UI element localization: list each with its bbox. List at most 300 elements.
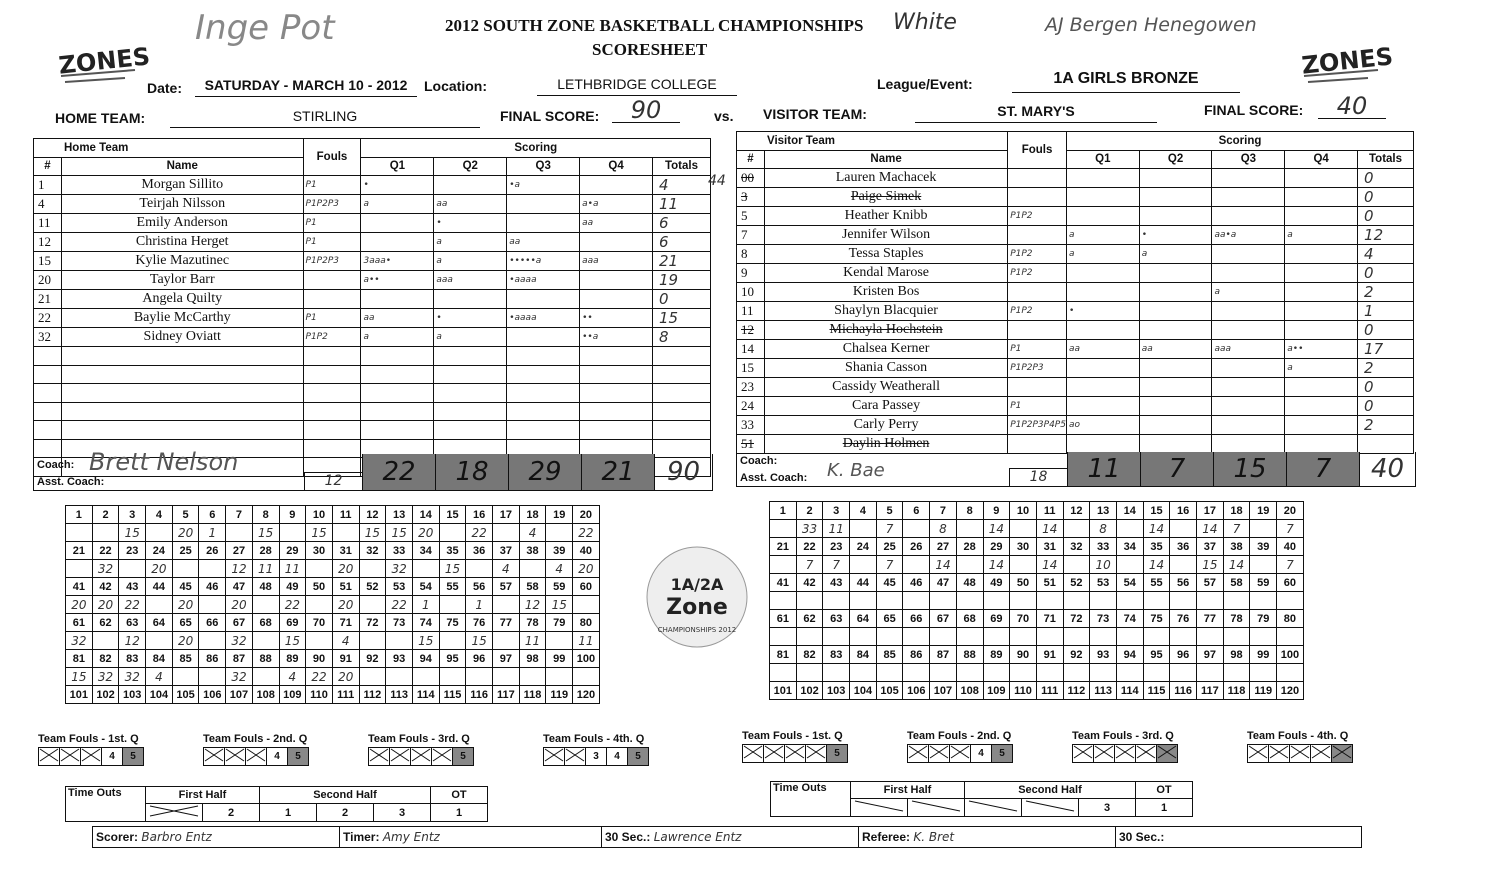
player-fouls[interactable]: P1P2P3 — [303, 252, 361, 271]
player-total[interactable]: 19 — [652, 271, 710, 290]
visitor-running-scorer-cell[interactable] — [1223, 628, 1250, 646]
visitor-running-scorer-cell[interactable] — [1250, 592, 1277, 610]
player-total[interactable]: 12 — [1358, 226, 1414, 245]
player-q4[interactable] — [1285, 416, 1358, 435]
player-name[interactable]: Carly Perry — [764, 416, 1007, 435]
player-total[interactable]: 0 — [652, 290, 710, 309]
player-name[interactable] — [61, 421, 303, 440]
visitor-timeout-1h-1[interactable] — [851, 799, 908, 817]
player-q1[interactable]: 3aaa• — [361, 252, 434, 271]
player-q3[interactable] — [1212, 207, 1285, 226]
player-q3[interactable] — [507, 328, 580, 347]
home-running-scorer-cell[interactable]: 32 — [226, 632, 253, 650]
visitor-running-scorer-cell[interactable] — [983, 592, 1010, 610]
visitor-running-scorer-cell[interactable] — [956, 556, 983, 574]
home-running-scorer-cell[interactable] — [359, 560, 386, 578]
player-name[interactable]: Heather Knibb — [764, 207, 1007, 226]
home-running-scorer-cell[interactable]: 32 — [386, 560, 413, 578]
home-running-scorer-cell[interactable] — [199, 668, 226, 686]
player-q2[interactable]: • — [1139, 226, 1212, 245]
player-name[interactable]: Tessa Staples — [764, 245, 1007, 264]
home-running-scorer-cell[interactable] — [146, 632, 173, 650]
player-name[interactable] — [61, 402, 303, 421]
player-total[interactable] — [652, 347, 710, 366]
visitor-running-scorer-cell[interactable] — [1277, 664, 1304, 682]
home-team-foul-box[interactable] — [565, 748, 586, 766]
visitor-team-foul-box[interactable] — [764, 745, 785, 763]
player-total[interactable]: 1 — [1358, 302, 1414, 321]
player-q1[interactable] — [361, 214, 434, 233]
player-fouls[interactable] — [1008, 283, 1067, 302]
player-q1[interactable]: a — [1066, 226, 1139, 245]
player-name[interactable] — [61, 384, 303, 403]
player-q2[interactable]: aa — [1139, 340, 1212, 359]
player-total[interactable]: 0 — [1358, 378, 1414, 397]
player-q2[interactable] — [1139, 188, 1212, 207]
player-number[interactable]: 15 — [34, 252, 62, 271]
player-total[interactable] — [652, 421, 710, 440]
visitor-team-foul-box[interactable] — [1248, 745, 1269, 763]
player-q1[interactable]: a — [361, 328, 434, 347]
visitor-team-foul-box[interactable] — [1094, 745, 1115, 763]
visitor-running-scorer-cell[interactable] — [1010, 556, 1037, 574]
player-fouls[interactable]: P1P2P3P4P5 — [1008, 416, 1067, 435]
player-total[interactable]: 17 — [1358, 340, 1414, 359]
home-running-scorer-cell[interactable] — [172, 560, 199, 578]
visitor-running-scorer-cell[interactable] — [903, 628, 930, 646]
visitor-running-scorer-cell[interactable] — [1277, 628, 1304, 646]
home-running-scorer-cell[interactable]: 32 — [66, 632, 93, 650]
home-running-scorer-cell[interactable] — [439, 632, 466, 650]
visitor-running-scorer-cell[interactable] — [930, 592, 957, 610]
home-running-scorer-cell[interactable] — [573, 668, 600, 686]
visitor-running-scorer-cell[interactable]: 8 — [1090, 520, 1117, 538]
visitor-running-scorer-cell[interactable]: 14 — [1197, 520, 1224, 538]
home-running-scorer-cell[interactable] — [252, 632, 279, 650]
player-q3[interactable] — [1212, 169, 1285, 188]
home-running-scorer-cell[interactable] — [546, 632, 573, 650]
home-team-foul-box[interactable]: 5 — [123, 748, 144, 766]
player-q2[interactable]: a — [434, 233, 507, 252]
player-q4[interactable] — [1285, 188, 1358, 207]
player-q2[interactable]: a — [1139, 245, 1212, 264]
home-running-scorer-cell[interactable] — [466, 560, 493, 578]
player-fouls[interactable] — [1008, 188, 1067, 207]
visitor-running-scorer-cell[interactable] — [930, 628, 957, 646]
player-fouls[interactable]: P1P2P3 — [303, 195, 361, 214]
visitor-running-scorer-cell[interactable]: 14 — [1143, 556, 1170, 574]
player-name[interactable]: Shaylyn Blacquier — [764, 302, 1007, 321]
player-fouls[interactable] — [303, 271, 361, 290]
visitor-running-scorer-cell[interactable] — [1116, 592, 1143, 610]
player-name[interactable]: Kendal Marose — [764, 264, 1007, 283]
visitor-running-scorer-cell[interactable] — [1116, 556, 1143, 574]
home-running-scorer-cell[interactable] — [332, 524, 359, 542]
visitor-running-scorer-cell[interactable] — [1197, 592, 1224, 610]
visitor-running-scorer-cell[interactable] — [1170, 592, 1197, 610]
player-name[interactable]: Cara Passey — [764, 397, 1007, 416]
home-running-scorer-cell[interactable] — [493, 596, 520, 614]
player-q2[interactable] — [1139, 359, 1212, 378]
home-running-scorer-cell[interactable] — [306, 632, 333, 650]
home-running-scorer-cell[interactable] — [92, 632, 119, 650]
home-running-scorer-cell[interactable] — [199, 632, 226, 650]
home-running-scorer-cell[interactable]: 11 — [519, 632, 546, 650]
visitor-team-foul-box[interactable] — [908, 745, 929, 763]
player-total[interactable] — [652, 402, 710, 421]
visitor-running-scorer-cell[interactable]: 14 — [1036, 520, 1063, 538]
visitor-running-scorer-cell[interactable] — [1090, 664, 1117, 682]
home-running-scorer-cell[interactable]: 20 — [332, 668, 359, 686]
player-name[interactable]: Chalsea Kerner — [764, 340, 1007, 359]
player-q4[interactable]: aaa — [580, 252, 653, 271]
visitor-running-scorer-cell[interactable] — [850, 556, 877, 574]
home-running-scorer-cell[interactable]: 15 — [279, 632, 306, 650]
home-running-scorer-cell[interactable] — [493, 668, 520, 686]
home-running-scorer-cell[interactable] — [92, 524, 119, 542]
visitor-running-scorer-cell[interactable] — [850, 664, 877, 682]
player-total[interactable] — [1358, 435, 1414, 454]
home-team-foul-box[interactable] — [369, 748, 390, 766]
visitor-timeout-2h-2[interactable] — [1022, 799, 1079, 817]
visitor-running-scorer-cell[interactable]: 33 — [796, 520, 823, 538]
player-name[interactable]: Teirjah Nilsson — [61, 195, 303, 214]
player-total[interactable] — [652, 384, 710, 403]
player-q2[interactable] — [1139, 283, 1212, 302]
home-running-scorer-cell[interactable]: 4 — [519, 524, 546, 542]
home-running-scorer-cell[interactable]: 20 — [412, 524, 439, 542]
home-timeout-ot-1[interactable]: 1 — [431, 804, 488, 822]
home-running-scorer-cell[interactable] — [439, 596, 466, 614]
player-q2[interactable] — [434, 421, 507, 440]
player-name[interactable]: Morgan Sillito — [61, 176, 303, 195]
visitor-team-foul-box[interactable] — [1136, 745, 1157, 763]
player-number[interactable]: 00 — [737, 169, 765, 188]
player-q3[interactable] — [507, 421, 580, 440]
player-q1[interactable] — [361, 290, 434, 309]
player-name[interactable]: Paige Simek — [764, 188, 1007, 207]
player-q3[interactable]: •aaaa — [507, 309, 580, 328]
player-q4[interactable] — [1285, 378, 1358, 397]
player-q1[interactable] — [361, 233, 434, 252]
visitor-running-scorer-cell[interactable] — [1277, 592, 1304, 610]
home-running-scorer-cell[interactable] — [493, 524, 520, 542]
visitor-running-scorer-cell[interactable] — [1250, 556, 1277, 574]
player-total[interactable]: 4 — [652, 176, 710, 195]
visitor-running-scorer-cell[interactable] — [850, 628, 877, 646]
player-name[interactable]: Jennifer Wilson — [764, 226, 1007, 245]
visitor-team-foul-box[interactable] — [1269, 745, 1290, 763]
player-total[interactable]: 0 — [1358, 207, 1414, 226]
player-total[interactable]: 4 — [1358, 245, 1414, 264]
visitor-running-scorer-cell[interactable] — [796, 592, 823, 610]
player-q3[interactable] — [507, 402, 580, 421]
visitor-timeout-2h-1[interactable] — [965, 799, 1022, 817]
player-q1[interactable]: ao — [1066, 416, 1139, 435]
player-name[interactable]: Sidney Oviatt — [61, 328, 303, 347]
home-running-scorer-cell[interactable] — [226, 524, 253, 542]
visitor-running-scorer-cell[interactable] — [903, 556, 930, 574]
home-running-scorer-cell[interactable]: 22 — [386, 596, 413, 614]
player-q4[interactable] — [580, 384, 653, 403]
visitor-running-scorer-cell[interactable] — [1116, 664, 1143, 682]
player-q2[interactable] — [1139, 207, 1212, 226]
home-running-scorer-cell[interactable] — [546, 668, 573, 686]
visitor-running-scorer-cell[interactable] — [770, 664, 797, 682]
player-fouls[interactable]: P1P2 — [1008, 245, 1067, 264]
visitor-team-foul-box[interactable] — [1157, 745, 1178, 763]
player-q3[interactable] — [1212, 359, 1285, 378]
player-q1[interactable] — [1066, 378, 1139, 397]
player-fouls[interactable] — [303, 347, 361, 366]
visitor-running-scorer-cell[interactable] — [1063, 628, 1090, 646]
player-total[interactable]: 11 — [652, 195, 710, 214]
player-q4[interactable] — [580, 233, 653, 252]
player-q3[interactable]: •aaaa — [507, 271, 580, 290]
player-q1[interactable]: a — [1066, 245, 1139, 264]
player-number[interactable]: 51 — [737, 435, 765, 454]
home-team-foul-box[interactable] — [60, 748, 81, 766]
home-team-foul-box[interactable]: 3 — [586, 748, 607, 766]
home-team-foul-box[interactable] — [204, 748, 225, 766]
player-q4[interactable] — [1285, 302, 1358, 321]
home-running-scorer-cell[interactable]: 20 — [573, 560, 600, 578]
visitor-running-scorer-cell[interactable] — [1170, 628, 1197, 646]
player-fouls[interactable] — [303, 365, 361, 384]
player-q1[interactable] — [361, 365, 434, 384]
player-number[interactable] — [34, 365, 62, 384]
player-number[interactable]: 7 — [737, 226, 765, 245]
player-q1[interactable]: a•• — [361, 271, 434, 290]
player-q4[interactable]: •• — [580, 309, 653, 328]
player-q3[interactable] — [1212, 188, 1285, 207]
home-team-foul-box[interactable]: 4 — [102, 748, 123, 766]
player-q3[interactable] — [1212, 264, 1285, 283]
player-fouls[interactable] — [303, 421, 361, 440]
visitor-running-scorer-cell[interactable] — [1036, 592, 1063, 610]
player-q3[interactable] — [1212, 435, 1285, 454]
player-number[interactable]: 12 — [34, 233, 62, 252]
visitor-running-scorer-cell[interactable] — [823, 628, 850, 646]
visitor-running-scorer-cell[interactable] — [796, 628, 823, 646]
home-team-foul-box[interactable] — [225, 748, 246, 766]
player-q1[interactable] — [1066, 207, 1139, 226]
visitor-team-foul-box[interactable] — [785, 745, 806, 763]
player-q4[interactable] — [580, 271, 653, 290]
home-running-scorer-cell[interactable]: 15 — [546, 596, 573, 614]
player-fouls[interactable]: P1P2P3 — [1008, 359, 1067, 378]
player-number[interactable]: 23 — [737, 378, 765, 397]
player-number[interactable]: 22 — [34, 309, 62, 328]
home-running-scorer-cell[interactable] — [279, 524, 306, 542]
home-team-foul-box[interactable]: 4 — [267, 748, 288, 766]
player-number[interactable]: 8 — [737, 245, 765, 264]
player-name[interactable]: Kylie Mazutinec — [61, 252, 303, 271]
visitor-running-scorer-cell[interactable] — [1143, 592, 1170, 610]
player-name[interactable] — [61, 365, 303, 384]
player-number[interactable]: 12 — [737, 321, 765, 340]
player-number[interactable]: 4 — [34, 195, 62, 214]
home-team-foul-box[interactable]: 4 — [607, 748, 628, 766]
player-name[interactable]: Michayla Hochstein — [764, 321, 1007, 340]
home-running-scorer-cell[interactable] — [306, 560, 333, 578]
player-name[interactable]: Christina Herget — [61, 233, 303, 252]
visitor-running-scorer-cell[interactable] — [1197, 664, 1224, 682]
home-running-scorer-cell[interactable]: 4 — [493, 560, 520, 578]
player-q4[interactable] — [580, 290, 653, 309]
player-number[interactable]: 11 — [34, 214, 62, 233]
home-running-scorer-cell[interactable] — [146, 524, 173, 542]
home-running-scorer-cell[interactable] — [119, 560, 146, 578]
player-q1[interactable] — [361, 402, 434, 421]
player-q2[interactable] — [1139, 397, 1212, 416]
player-fouls[interactable]: P1P2 — [303, 328, 361, 347]
player-q2[interactable]: • — [434, 214, 507, 233]
player-q1[interactable] — [1066, 397, 1139, 416]
player-total[interactable]: 0 — [1358, 264, 1414, 283]
player-q3[interactable] — [507, 195, 580, 214]
home-running-scorer-cell[interactable]: 15 — [439, 560, 466, 578]
player-q2[interactable] — [1139, 378, 1212, 397]
player-number[interactable]: 14 — [737, 340, 765, 359]
home-running-scorer-cell[interactable] — [386, 668, 413, 686]
player-q3[interactable] — [1212, 302, 1285, 321]
home-running-scorer-cell[interactable] — [439, 524, 466, 542]
visitor-running-scorer-cell[interactable]: 14 — [1143, 520, 1170, 538]
home-running-scorer-cell[interactable] — [252, 668, 279, 686]
visitor-running-scorer-cell[interactable] — [1010, 592, 1037, 610]
player-q4[interactable] — [1285, 169, 1358, 188]
visitor-team-foul-box[interactable] — [1290, 745, 1311, 763]
player-number[interactable] — [34, 421, 62, 440]
visitor-running-scorer-cell[interactable]: 8 — [930, 520, 957, 538]
player-name[interactable]: Kristen Bos — [764, 283, 1007, 302]
home-running-scorer-cell[interactable]: 22 — [279, 596, 306, 614]
visitor-running-scorer-cell[interactable] — [770, 628, 797, 646]
visitor-running-scorer-cell[interactable] — [956, 592, 983, 610]
home-running-scorer-cell[interactable]: 15 — [252, 524, 279, 542]
visitor-running-scorer-cell[interactable]: 14 — [1223, 556, 1250, 574]
home-running-scorer-cell[interactable]: 4 — [146, 668, 173, 686]
home-running-scorer-cell[interactable] — [493, 632, 520, 650]
visitor-team-foul-box[interactable] — [743, 745, 764, 763]
player-q1[interactable]: a — [361, 195, 434, 214]
player-q4[interactable] — [1285, 397, 1358, 416]
home-team-foul-box[interactable]: 5 — [288, 748, 309, 766]
home-timeout-2h-3[interactable]: 3 — [374, 804, 431, 822]
visitor-running-scorer-cell[interactable] — [1250, 628, 1277, 646]
player-q4[interactable] — [580, 402, 653, 421]
visitor-running-scorer-cell[interactable] — [930, 664, 957, 682]
player-q1[interactable] — [361, 384, 434, 403]
visitor-running-scorer-cell[interactable] — [1116, 628, 1143, 646]
home-running-scorer-cell[interactable] — [519, 560, 546, 578]
visitor-running-scorer-cell[interactable] — [983, 664, 1010, 682]
player-q3[interactable] — [507, 347, 580, 366]
home-running-scorer-cell[interactable]: 20 — [146, 560, 173, 578]
visitor-running-scorer-cell[interactable]: 15 — [1197, 556, 1224, 574]
home-timeout-2h-2[interactable]: 2 — [317, 804, 374, 822]
player-number[interactable] — [34, 402, 62, 421]
player-q2[interactable] — [434, 347, 507, 366]
visitor-running-scorer-cell[interactable] — [1036, 664, 1063, 682]
player-q4[interactable] — [580, 176, 653, 195]
home-running-scorer-cell[interactable]: 20 — [172, 596, 199, 614]
player-fouls[interactable]: P1P2 — [1008, 302, 1067, 321]
player-q1[interactable] — [1066, 321, 1139, 340]
home-running-scorer-cell[interactable]: 20 — [172, 524, 199, 542]
home-running-scorer-cell[interactable]: 20 — [332, 596, 359, 614]
home-running-scorer-cell[interactable]: 4 — [279, 668, 306, 686]
visitor-running-scorer-cell[interactable] — [850, 520, 877, 538]
player-q4[interactable] — [1285, 283, 1358, 302]
player-q2[interactable] — [1139, 435, 1212, 454]
player-q3[interactable]: aa•a — [1212, 226, 1285, 245]
player-total[interactable]: 8 — [652, 328, 710, 347]
home-running-scorer-cell[interactable]: 15 — [386, 524, 413, 542]
player-total[interactable]: 0 — [1358, 188, 1414, 207]
player-q1[interactable]: • — [361, 176, 434, 195]
player-q2[interactable] — [1139, 302, 1212, 321]
player-q2[interactable]: aaa — [434, 271, 507, 290]
player-q4[interactable] — [580, 347, 653, 366]
home-team-foul-box[interactable] — [390, 748, 411, 766]
player-total[interactable]: 2 — [1358, 359, 1414, 378]
visitor-running-scorer-cell[interactable]: 7 — [1277, 520, 1304, 538]
player-number[interactable] — [34, 347, 62, 366]
home-running-scorer-cell[interactable]: 20 — [332, 560, 359, 578]
player-name[interactable]: Emily Anderson — [61, 214, 303, 233]
home-running-scorer-cell[interactable]: 12 — [119, 632, 146, 650]
visitor-timeout-1h-2[interactable] — [908, 799, 965, 817]
player-number[interactable]: 5 — [737, 207, 765, 226]
player-fouls[interactable]: P1 — [1008, 397, 1067, 416]
player-q3[interactable] — [1212, 416, 1285, 435]
home-running-scorer-cell[interactable]: 32 — [92, 668, 119, 686]
player-number[interactable]: 21 — [34, 290, 62, 309]
home-running-scorer-cell[interactable]: 20 — [172, 632, 199, 650]
player-total[interactable]: 2 — [1358, 416, 1414, 435]
player-q4[interactable]: a — [1285, 226, 1358, 245]
player-fouls[interactable] — [303, 402, 361, 421]
visitor-running-scorer-cell[interactable] — [983, 628, 1010, 646]
visitor-running-scorer-cell[interactable] — [903, 520, 930, 538]
visitor-running-scorer-cell[interactable] — [1143, 628, 1170, 646]
visitor-timeout-2h-3[interactable]: 3 — [1079, 799, 1136, 817]
home-running-scorer-cell[interactable] — [66, 560, 93, 578]
player-name[interactable]: Cassidy Weatherall — [764, 378, 1007, 397]
visitor-running-scorer-cell[interactable]: 10 — [1090, 556, 1117, 574]
player-fouls[interactable] — [303, 384, 361, 403]
player-q1[interactable] — [1066, 188, 1139, 207]
visitor-team-foul-box[interactable]: 5 — [992, 745, 1013, 763]
player-q1[interactable] — [1066, 264, 1139, 283]
home-running-scorer-cell[interactable]: 22 — [306, 668, 333, 686]
home-running-scorer-cell[interactable] — [146, 596, 173, 614]
player-q4[interactable] — [1285, 245, 1358, 264]
player-q3[interactable] — [1212, 321, 1285, 340]
player-name[interactable]: Taylor Barr — [61, 271, 303, 290]
visitor-running-scorer-cell[interactable]: 7 — [796, 556, 823, 574]
visitor-running-scorer-cell[interactable] — [876, 628, 903, 646]
visitor-running-scorer-cell[interactable] — [1170, 664, 1197, 682]
player-q1[interactable] — [1066, 169, 1139, 188]
player-fouls[interactable]: P1 — [303, 214, 361, 233]
player-number[interactable]: 9 — [737, 264, 765, 283]
player-q1[interactable] — [1066, 435, 1139, 454]
player-total[interactable]: 2 — [1358, 283, 1414, 302]
player-q2[interactable] — [1139, 321, 1212, 340]
